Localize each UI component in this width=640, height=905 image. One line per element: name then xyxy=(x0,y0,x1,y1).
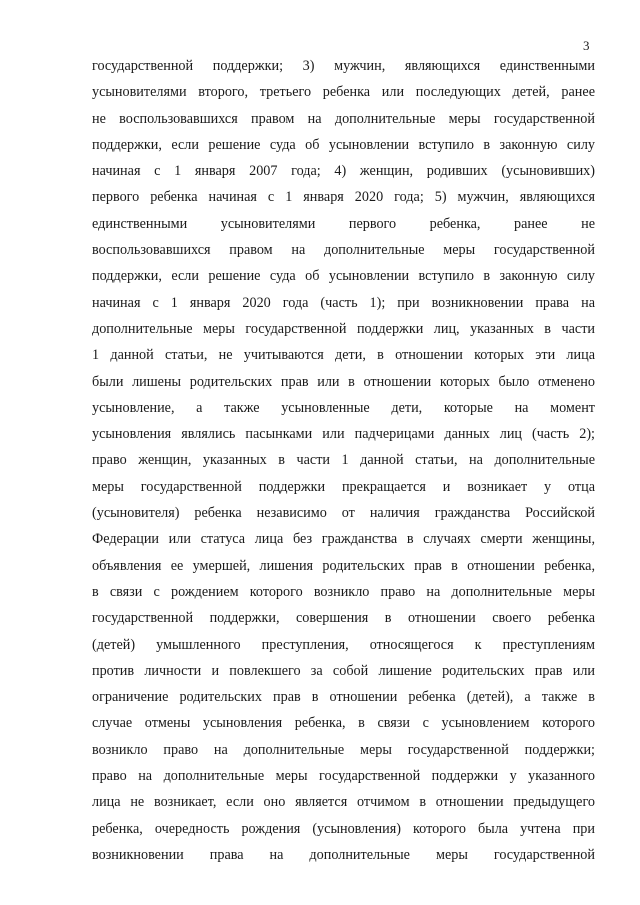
text-line: не воспользовавшихся правом на дополнительные меры государственной xyxy=(92,110,595,127)
text-line: ограничение родительских прав в отношении ребенка (детей), а также в xyxy=(92,689,595,706)
text-line: возникло право на дополнительные меры государственной поддержки; xyxy=(92,741,595,758)
text-line: государственной поддержки, совершения в отношении своего ребенка xyxy=(92,610,595,627)
text-line: ребенка, очередность рождения (усыновления) которого была учтена при xyxy=(92,820,595,837)
text-line: возникновении права на дополнительные меры государственной xyxy=(92,846,595,863)
text-line: меры государственной поддержки прекращается и возникает у отца xyxy=(92,478,595,495)
text-line: объявления ее умершей, лишения родительских прав в отношении ребенка, xyxy=(92,557,595,574)
text-line: усыновителями второго, третьего ребенка или последующих детей, ранее xyxy=(92,84,595,101)
text-line: право на дополнительные меры государственной поддержки у указанного xyxy=(92,768,595,785)
text-line: были лишены родительских прав или в отношении которых было отменено xyxy=(92,373,595,390)
text-line: начиная с 1 января 2007 года; 4) женщин, родивших (усыновивших) xyxy=(92,163,595,180)
text-line: единственными усыновителями первого ребенка, ранее не xyxy=(92,215,595,232)
text-line: первого ребенка начиная с 1 января 2020 года; 5) мужчин, являющихся xyxy=(92,189,595,206)
text-line: (усыновителя) ребенка независимо от наличия гражданства Российской xyxy=(92,505,595,522)
text-line: усыновление, а также усыновленные дети, которые на момент xyxy=(92,399,595,416)
text-line: поддержки, если решение суда об усыновлении вступило в законную силу xyxy=(92,268,595,285)
text-line: усыновления являлись пасынками или падчерицами данных лиц (часть 2); xyxy=(92,426,595,443)
text-line: государственной поддержки; 3) мужчин, являющихся единственными xyxy=(92,58,595,74)
text-line: случае отмены усыновления ребенка, в связи с усыновлением которого xyxy=(92,715,595,732)
text-line: против личности и повлекшего за собой лишение родительских прав или xyxy=(92,662,595,679)
text-line: начиная с 1 января 2020 года (часть 1); при возникновении права на xyxy=(92,294,595,311)
text-line: поддержки, если решение суда об усыновлении вступило в законную силу xyxy=(92,136,595,153)
text-line: в связи с рождением которого возникло право на дополнительные меры xyxy=(92,583,595,600)
text-line: воспользовавшихся правом на дополнительные меры государственной xyxy=(92,242,595,259)
text-line: 1 данной статьи, не учитываются дети, в отношении которых эти лица xyxy=(92,347,595,364)
text-line: право женщин, указанных в части 1 данной статьи, на дополнительные xyxy=(92,452,595,469)
text-line: (детей) умышленного преступления, относящегося к преступлениям xyxy=(92,636,595,653)
page-number: 3 xyxy=(583,38,590,53)
text-line: дополнительные меры государственной поддержки лиц, указанных в части xyxy=(92,320,595,337)
body-text xyxy=(92,53,595,868)
text-line: лица не возникает, если оно является отчимом в отношении предыдущего xyxy=(92,794,595,811)
text-line: Федерации или статуса лица без гражданства в случаях смерти женщины, xyxy=(92,531,595,548)
